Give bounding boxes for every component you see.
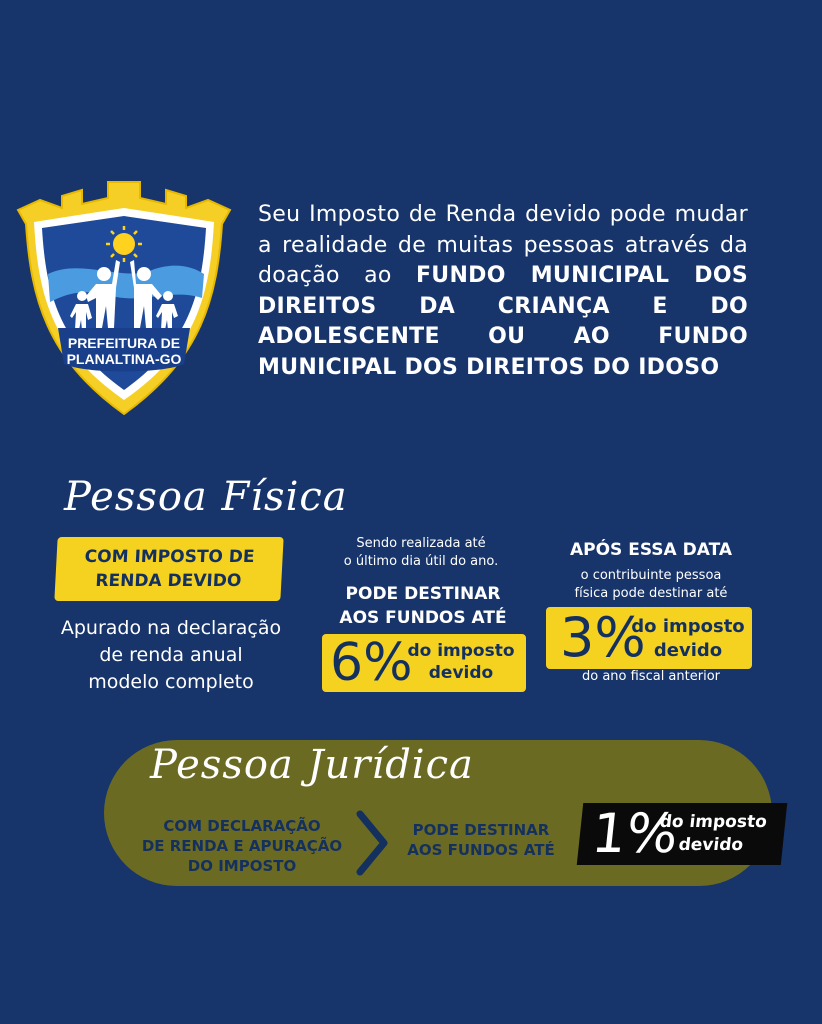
unit-line2: devido [677, 835, 745, 855]
prazo-line1: Sendo realizada até [356, 536, 486, 551]
contribuinte-line2: física pode destinar até [574, 586, 728, 601]
logo-text-line1: PREFEITURA DE [67, 335, 181, 351]
intro-normal-text: Seu Imposto de Renda devido pode mudar a realidade de muitas pessoas através da doação ao [258, 202, 748, 288]
desc-line1: Apurado na declaração [60, 617, 282, 639]
pode-destinar-heading [320, 582, 526, 630]
pj-pode-destinar-text [396, 820, 566, 860]
three-percent-badge [546, 607, 752, 669]
one-percent-badge [577, 803, 788, 865]
ano-fiscal-note: do ano fiscal anterior [581, 669, 720, 684]
percent-value: 6% [330, 633, 413, 693]
chevron-right-icon [352, 808, 392, 878]
percent-unit [628, 615, 748, 663]
unit-line1: do imposto [407, 641, 515, 661]
percent-value: 1% [588, 802, 682, 865]
desc-line3: modelo completo [88, 671, 254, 693]
unit-line1: do imposto [631, 616, 745, 637]
prazo-note [328, 535, 514, 571]
logo-text-line2: PLANALTINA-GO [66, 351, 182, 367]
imposto-devido-badge [54, 537, 283, 601]
six-percent-badge [322, 634, 526, 692]
percent-value: 3% [560, 606, 646, 669]
declaracao-apuracao-text [122, 816, 362, 876]
pj-mid-line1: PODE DESTINAR [412, 821, 550, 839]
unit-line2: devido [653, 640, 723, 661]
pj-left-line2: DE RENDA E APURAÇÃO [141, 837, 343, 855]
declaracao-description [40, 615, 302, 696]
prazo-line2: o último dia útil do ano. [343, 554, 499, 569]
contribuinte-note [548, 567, 754, 603]
percent-unit [642, 811, 783, 857]
contribuinte-line1: o contribuinte pessoa [580, 568, 722, 583]
badge-line1: COM IMPOSTO DE [84, 547, 256, 567]
pessoa-fisica-heading: Pessoa Física [64, 474, 348, 520]
pj-left-line1: COM DECLARAÇÃO [163, 817, 321, 835]
prefeitura-planaltina-logo [12, 178, 236, 418]
pj-mid-line2: AOS FUNDOS ATÉ [407, 841, 555, 859]
pj-left-line3: DO IMPOSTO [187, 857, 297, 875]
unit-line2: devido [428, 663, 494, 683]
apos-essa-data-heading: APÓS ESSA DATA [569, 540, 733, 560]
pessoa-juridica-heading: Pessoa Jurídica [150, 742, 474, 788]
unit-line1: do imposto [658, 812, 768, 832]
pode-destinar-line2: AOS FUNDOS ATÉ [339, 608, 507, 628]
badge-line2: RENDA DEVIDO [94, 571, 242, 591]
intro-bold-text: FUNDO MUNICIPAL DOS DIREITOS DA CRIANÇA E DO ADOLESCENTE OU AO FUNDO MUNICIPAL DOS DIREITOS DO IDOSO [258, 263, 748, 380]
desc-line2: de renda anual [99, 644, 243, 666]
pode-destinar-line1: PODE DESTINAR [345, 584, 501, 604]
intro-paragraph [258, 200, 748, 383]
percent-unit [398, 640, 524, 684]
